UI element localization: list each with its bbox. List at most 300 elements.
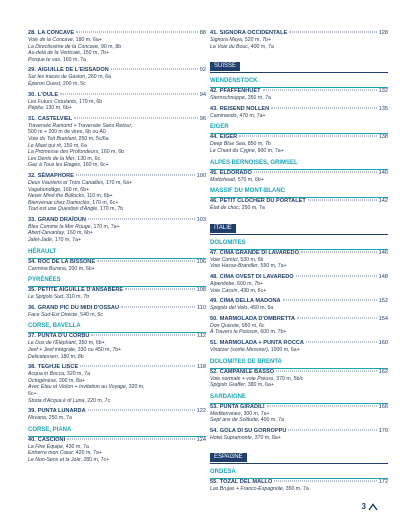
region-heading: EIGER	[210, 124, 229, 131]
dot-leader	[288, 429, 376, 430]
route-number: 43.	[210, 105, 218, 112]
climb-name: La Fine Équipe	[28, 443, 63, 450]
toc-entry	[210, 404, 388, 424]
climb-line	[28, 162, 206, 169]
route-number: 46.	[210, 198, 218, 205]
climb-name: Les Futurs Croulants	[28, 98, 77, 105]
climb-line	[28, 123, 206, 130]
dot-leader	[254, 171, 377, 172]
toc-entry	[210, 134, 388, 154]
climb-name: Jeef + Jeef intégrale	[28, 347, 75, 354]
route-page-number: 162	[378, 368, 388, 375]
climb-details: , 170 m, 7b	[97, 206, 124, 213]
climb-name: Never Mind the Bollocks	[28, 193, 84, 200]
climb-details: , 150 m, 7b+	[80, 50, 109, 57]
route-page-number: 100	[196, 172, 206, 179]
climb-line	[28, 143, 206, 150]
climb-line	[28, 129, 206, 136]
climb-name: Le Spigolo Sud	[28, 294, 64, 301]
dot-leader	[297, 317, 377, 318]
climb-name: Éperon Ouest	[28, 80, 61, 87]
climb-name: La Promesse des Profondeurs	[28, 149, 99, 156]
dot-leader	[296, 275, 377, 276]
country-section	[210, 445, 388, 464]
route-page-number: 146	[378, 249, 388, 256]
route-number: 42.	[210, 88, 218, 95]
toc-entry	[28, 305, 206, 319]
toc-entry-heading[interactable]	[210, 369, 388, 376]
climb-name: Don Quixote	[210, 322, 239, 329]
climb-details: , 250 m, 7a	[238, 205, 265, 212]
climb-details: , 260 m, 6a	[85, 74, 112, 81]
toc-entry	[210, 369, 388, 389]
route-page-number: 172	[378, 479, 388, 486]
route-number: 52.	[210, 368, 218, 375]
climb-details: , 300 m, 7a+	[240, 410, 270, 417]
dot-leader	[80, 366, 195, 367]
climb-details: , 380 m, 6a+	[244, 382, 274, 389]
dot-leader	[74, 117, 198, 118]
route-number: 35.	[28, 287, 36, 294]
climb-name: Les Dents de la Mer	[28, 155, 75, 162]
route-name: GRAND DRAÏOUN	[37, 216, 86, 223]
route-number: 49.	[210, 298, 218, 305]
toc-entry	[210, 340, 388, 354]
toc-entry	[210, 298, 388, 312]
toc-entry-heading[interactable]	[210, 134, 388, 141]
route-name: ROC DE LA BISSONE	[37, 258, 96, 265]
route-page-number: 112	[197, 333, 206, 340]
route-page-number: 92	[199, 67, 206, 74]
route-number: 40.	[28, 436, 36, 443]
climb-line	[210, 37, 388, 44]
climb-details: , 160 m, 6b	[98, 149, 125, 156]
route-page-number: 132	[378, 88, 388, 95]
climb-details: , 300 m, 8a+	[55, 377, 85, 384]
region-heading: WENDENSTOCK	[210, 78, 258, 85]
toc-entry-heading[interactable]	[28, 116, 206, 123]
country-divider	[210, 463, 388, 464]
climb-line	[28, 415, 206, 422]
toc-entry-heading[interactable]	[28, 259, 206, 266]
route-number: 28.	[28, 30, 36, 36]
climb-name: La Voie du Bouc	[210, 43, 248, 50]
toc-entry-heading[interactable]	[210, 479, 388, 486]
route-number: 51.	[210, 339, 218, 346]
climb-line	[28, 371, 206, 378]
climb-line	[28, 37, 206, 44]
region-heading: HÉRAULT	[28, 248, 57, 255]
climb-line	[210, 177, 388, 184]
route-page-number: 166	[378, 403, 388, 410]
toc-entry	[28, 333, 206, 360]
climb-details: 500 m + 200 m de vires, 6b ou A0	[28, 129, 106, 136]
climb-details: , 370 m, 5b/c	[273, 375, 304, 382]
route-number: 44.	[210, 134, 218, 141]
climb-line	[210, 263, 388, 270]
toc-entry	[28, 173, 206, 213]
climb-line	[210, 141, 388, 148]
climb-line	[28, 200, 206, 207]
climb-details: , 280 m, 7c+	[80, 456, 110, 463]
climb-details: , 170 m, 6b	[76, 98, 103, 105]
climb-name: Spigolo Graffer	[210, 382, 245, 389]
climb-line	[28, 444, 206, 451]
climb-name: La Directissime de la Concave	[28, 43, 99, 50]
climb-line	[28, 193, 206, 200]
climb-name: Hotel Supramonte	[210, 434, 252, 441]
country-divider	[210, 234, 388, 235]
climb-name: Nirvana	[28, 415, 46, 422]
region-heading: CORSE, PIANA	[28, 426, 72, 433]
route-page-number: 94	[199, 91, 206, 98]
climb-details: , 540 m, 6c	[77, 311, 103, 318]
climb-name: Bienvenue chez Damoclès	[28, 199, 90, 206]
climb-line	[28, 312, 206, 319]
route-number: 38.	[28, 364, 36, 371]
route-name: L'OULE	[37, 91, 59, 98]
climb-details: , 350 m, 6b+	[75, 340, 105, 347]
route-page-number: 110	[197, 304, 206, 311]
climb-name: Au-delà de la Verticale	[28, 50, 81, 57]
route-page-number: 152	[378, 298, 388, 305]
toc-entry-heading[interactable]	[210, 250, 388, 257]
climb-details: , 110 m, 6b+	[83, 193, 113, 200]
climb-name: Motörhead	[210, 176, 235, 183]
route-page-number: 88	[199, 30, 206, 36]
route-name: ELDORADO	[219, 169, 252, 176]
toc-entry	[28, 217, 206, 244]
route-name: CIMA DELLA MADONA	[219, 298, 281, 305]
toc-entry-heading[interactable]	[28, 67, 206, 74]
climb-name: Vagabondâge	[28, 186, 61, 193]
climb-details: , 320 m,	[125, 384, 145, 391]
toc-entry	[28, 259, 206, 273]
climb-name: Sur les traces de Gaston	[28, 74, 86, 81]
page-number-label: 3	[361, 502, 366, 511]
dot-leader	[76, 32, 198, 33]
toc-entry-heading[interactable]	[28, 408, 206, 415]
climb-line	[210, 435, 388, 442]
climb-details: 6c+	[28, 391, 37, 397]
toc-entry-heading[interactable]	[210, 340, 388, 347]
climb-details: , 200 m, 6b+	[65, 265, 95, 272]
toc-entry-heading[interactable]	[28, 92, 206, 99]
climb-line	[28, 187, 206, 194]
climb-name: Le Dos de l'Éléphant	[28, 340, 76, 347]
climb-details: , 420 m, 7a+	[72, 450, 102, 457]
climb-details: , 330 ou 450 m, 7b+	[74, 347, 122, 354]
dot-leader	[289, 32, 376, 33]
climb-name: Signora Maya	[210, 37, 243, 43]
climb-details: , 900 m, 7a+	[254, 147, 284, 154]
route-name: CASCIONI	[37, 436, 66, 443]
dot-leader	[60, 93, 198, 94]
toc-entry-heading[interactable]	[210, 428, 388, 435]
dot-leader	[306, 341, 377, 342]
climb-details: , 160 m, 7a	[60, 56, 86, 63]
climb-name: Pépita	[28, 105, 43, 112]
route-number: 31.	[28, 115, 36, 122]
country-divider	[210, 72, 388, 73]
toc-entry-heading[interactable]	[28, 364, 206, 371]
route-page-number: 128	[378, 30, 388, 36]
climb-name: Caminando	[210, 112, 237, 119]
route-name: PUNTA LUNARDA	[37, 408, 86, 415]
dot-leader	[88, 410, 195, 411]
toc-entry-heading[interactable]	[28, 437, 206, 444]
toc-entry	[210, 479, 388, 493]
route-name: LA CONCAVE	[37, 30, 75, 36]
route-number: 39.	[28, 408, 36, 415]
climb-details: , 160 m, 6c+	[80, 162, 109, 169]
climb-name: Le Non-Sens et la Joie	[28, 456, 81, 463]
dot-leader	[76, 174, 195, 175]
region-heading: DOLOMITES DE BRENTA	[210, 358, 282, 365]
toc-entry-heading[interactable]	[28, 217, 206, 224]
climb-line	[28, 74, 206, 81]
region-heading: ORDESA	[210, 469, 236, 476]
dot-leader	[111, 69, 198, 70]
climb-line	[28, 81, 206, 88]
climb-details: , 170 m, 7a+	[51, 237, 81, 244]
climb-name: Voie Hasse-Brandler	[210, 263, 258, 270]
dot-leader	[263, 90, 377, 91]
toc-entry	[28, 30, 206, 63]
climb-details: , 130 m, 6c	[74, 155, 101, 162]
climb-details: , 170 m, 6c+	[89, 199, 119, 206]
climb-line	[210, 382, 388, 389]
toc-entry-heading[interactable]	[28, 173, 206, 180]
dot-leader	[239, 136, 376, 137]
climb-line	[28, 347, 206, 354]
climb-line	[28, 398, 206, 405]
route-name: PUNTA D'U CORBU	[37, 333, 90, 340]
climb-line	[210, 417, 388, 424]
toc-entry	[28, 364, 206, 404]
climb-line	[28, 136, 206, 143]
toc-entry	[210, 274, 388, 294]
toc-entry	[210, 316, 388, 336]
route-number: 30.	[28, 91, 36, 98]
climb-name: Las Brujas + Franco-Espagnole	[210, 486, 283, 493]
route-page-number: 135	[378, 105, 388, 112]
route-name: MARMOLADA + PUNTA ROCCA	[219, 339, 304, 346]
climb-details: , 150 m, 6a	[60, 142, 87, 149]
climb-line	[210, 305, 388, 312]
climb-name: Le Muet qui rit	[28, 142, 61, 149]
climb-name: Bleu Comme la Mer Rouge	[28, 223, 91, 230]
toc-entry-heading[interactable]	[210, 106, 388, 113]
dot-leader	[308, 200, 377, 201]
climb-line	[210, 95, 388, 102]
country-label: ESPAGNE	[210, 453, 247, 462]
route-name: CIMA GRANDE DI LAVAREDO	[219, 249, 299, 256]
climb-name: Abert-Devantay	[28, 230, 65, 237]
route-name: PUNTA GIRADILI	[219, 403, 265, 410]
dot-leader	[88, 218, 195, 219]
climb-line	[28, 266, 206, 273]
climb-name: Sept ans de Solitude	[210, 417, 258, 424]
toc-entry	[210, 30, 388, 50]
route-name: GRAND PIC DU MIDI D'OSSAU	[37, 304, 119, 311]
dot-leader	[91, 335, 195, 336]
climb-name: Porque te vas	[28, 56, 61, 63]
climb-line	[28, 99, 206, 106]
country-label: ITALIE	[210, 224, 236, 233]
toc-entry-heading[interactable]	[210, 274, 388, 281]
climb-line	[210, 148, 388, 155]
climb-name: Carmina Burana	[28, 265, 66, 272]
toc-entry-heading[interactable]	[210, 298, 388, 305]
climb-name: Deep Blue Sea	[210, 141, 245, 148]
region-heading: DOLOMITES	[210, 239, 246, 246]
climb-line	[28, 450, 206, 457]
toc-entry-heading[interactable]	[28, 30, 206, 37]
toc-entry	[210, 250, 388, 270]
toc-entry	[210, 170, 388, 184]
region-heading: SARDAIGNE	[210, 393, 247, 400]
country-section	[210, 216, 388, 235]
toc-entry	[28, 408, 206, 422]
climb-name: Storia d'Acqua è di Luna	[28, 397, 85, 404]
route-number: 48.	[210, 273, 218, 280]
route-name: MARMOLADA D'OMBRETTA	[219, 315, 296, 322]
route-page-number: 96	[199, 115, 206, 122]
country-section	[210, 54, 388, 73]
climb-details: , 310 m, 7b	[63, 294, 90, 301]
route-name: AIGUILLE DE L'EISSADON	[37, 67, 109, 74]
climb-line	[28, 237, 206, 244]
climb-line	[28, 105, 206, 112]
climb-details: , 160 m, 6b+	[64, 230, 94, 237]
climb-name: Tout est une Question d'Angle	[28, 206, 98, 213]
climb-line	[28, 57, 206, 64]
climb-line	[28, 230, 206, 237]
climb-details: , 1000 m, 6a+	[267, 346, 300, 353]
climb-line	[210, 347, 388, 354]
toc-entry	[210, 106, 388, 120]
page-number	[362, 502, 378, 511]
climb-name: Gaz à Tous les Étages	[28, 162, 81, 169]
climb-details: , 170 m, 6a+	[102, 179, 132, 186]
climb-line	[28, 294, 206, 301]
toc-entry-heading[interactable]	[28, 305, 206, 312]
climb-name: Voie normale + voie Preuss	[210, 375, 274, 382]
climb-details: , 250 m, 5c/6a	[75, 135, 109, 142]
region-heading: PYRÉNÉES	[28, 277, 61, 284]
climb-line	[210, 376, 388, 383]
dot-leader	[121, 306, 195, 307]
route-number: 29.	[28, 67, 36, 74]
climb-details: , 220 m, 7c	[84, 397, 111, 404]
climb-name: Jalet-Jade	[28, 237, 52, 244]
climb-details: , 180 m, 6a+	[72, 37, 102, 43]
climb-details: , 350 m, 7a	[282, 486, 309, 493]
dot-leader	[283, 300, 377, 301]
route-number: 53.	[210, 403, 218, 410]
route-name: REISEND NOLLEN	[219, 105, 270, 112]
climb-details: , 170 m, 7a+	[90, 223, 120, 230]
region-heading: CORSE, BAVELLA	[28, 323, 81, 330]
toc-entry-heading[interactable]	[210, 88, 388, 95]
climb-details: , 400 m, 7a	[247, 43, 274, 50]
toc-entry	[210, 428, 388, 442]
route-number: 34.	[28, 258, 36, 265]
route-name: TEGHJE LISCE	[37, 364, 79, 371]
climb-details: , 570 m, 6b+	[234, 176, 264, 183]
climb-details: , 350 m, 7a	[244, 95, 271, 102]
route-name: SIGNORA OCCIDENTALE	[219, 30, 288, 36]
toc-entry-heading[interactable]	[210, 316, 388, 323]
route-number: 33.	[28, 216, 36, 223]
route-name: PETITE AIGUILLE D'ANSABÈRE	[37, 287, 124, 294]
dot-leader	[267, 405, 377, 406]
climb-details: , 400 m, 7a	[257, 417, 284, 424]
route-page-number: 160	[378, 339, 388, 346]
climb-details: , 950 m, 6c	[238, 322, 265, 329]
toc-entry-heading[interactable]	[210, 404, 388, 411]
region-heading: MASSIF DU MONT-BLANC	[210, 188, 285, 195]
toc-entry-heading[interactable]	[210, 170, 388, 177]
toc-entry-heading[interactable]	[210, 30, 388, 37]
climb-name: État de choc	[210, 205, 239, 212]
route-page-number: 106	[196, 258, 206, 265]
dot-leader	[271, 107, 376, 108]
climb-details: , 90 m, 8b	[98, 43, 122, 50]
climb-line	[210, 205, 388, 212]
route-page-number: 140	[378, 169, 388, 176]
route-page-number: 154	[378, 315, 388, 322]
route-page-number: 103	[196, 216, 206, 223]
route-name: PETIT CLOCHER DU PORTALET	[219, 198, 306, 205]
route-page-number: 142	[378, 198, 388, 205]
toc-entry	[28, 437, 206, 464]
climb-name: Sternschnuppe	[210, 95, 245, 102]
climb-details: , 520 m, 7b+	[242, 37, 271, 43]
route-number: 47.	[210, 249, 218, 256]
climb-details: , 470 m, 7a+	[236, 112, 266, 119]
route-name: PFAFFENHUET	[219, 88, 261, 95]
climb-name: Alpenliebe	[210, 280, 235, 287]
climb-name: Acqua in Bocca	[28, 371, 65, 378]
climb-name: Octogénèse	[28, 377, 56, 384]
dot-leader	[301, 251, 377, 252]
climb-name: Vinatzer (sortie Messner)	[210, 346, 268, 353]
climb-name: Voie Comici	[210, 256, 238, 263]
climb-name: Traversée Ramond + Traversée Sans Retour	[28, 122, 132, 129]
route-number: 36.	[28, 304, 36, 311]
climb-line	[210, 113, 388, 120]
climb-details: , 550 m, 7a+	[257, 263, 287, 270]
toc-entry-heading[interactable]	[28, 287, 206, 294]
route-page-number: 122	[196, 408, 206, 415]
climb-name: Avec Étau et Violon + Invitation au Voyage	[28, 384, 126, 391]
route-page-number: 170	[378, 427, 388, 434]
route-number: 41.	[210, 30, 218, 36]
climb-line	[28, 149, 206, 156]
climb-name: Delicatessen	[28, 353, 58, 360]
climb-name: Voie de la Concave	[28, 37, 73, 43]
route-number: 55.	[210, 479, 218, 486]
climb-line	[210, 257, 388, 264]
toc-entry	[28, 116, 206, 169]
climb-name: Le Chant du Cygne	[210, 147, 255, 154]
route-name: EIGER	[219, 134, 238, 141]
route-name: GOLA DI SU GORROPPU	[219, 427, 287, 434]
toc-entry	[210, 88, 388, 102]
climb-line	[210, 288, 388, 295]
